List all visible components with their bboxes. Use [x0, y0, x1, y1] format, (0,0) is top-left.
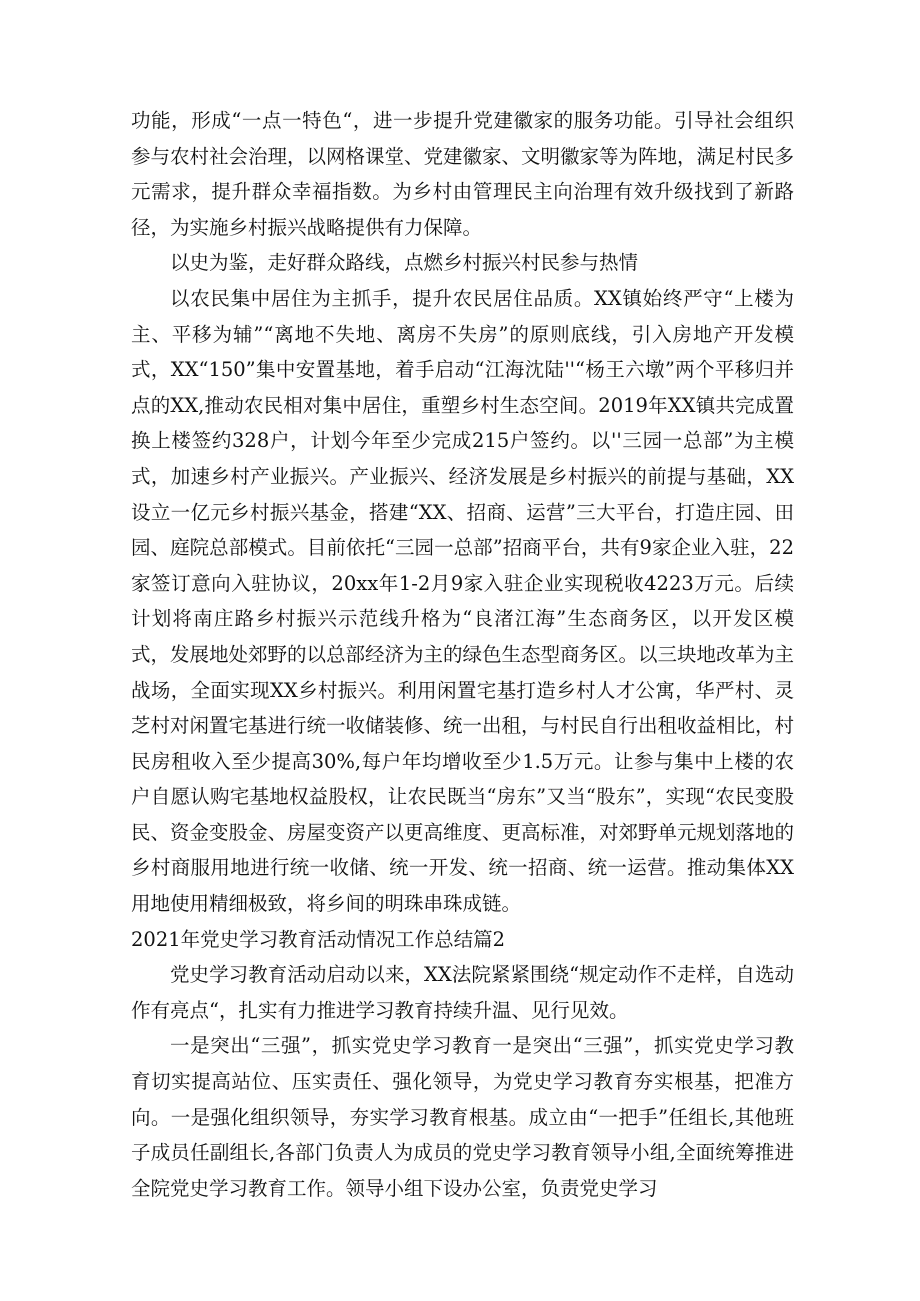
document-section-title: 2021年党史学习教育活动情况工作总结篇2 [131, 927, 506, 951]
paragraph-2: 以农民集中居住为主抓手，提升农民居住品质。XX镇始终严守“上楼为主、平移为辅”“离地不失地、离房不失房”的原则底线，引入房地产开发模式，XX“150”集中安置基地，着手启动“江海沈陆''“杨王六墩”两个平移归并点的XX,推动农民相对集中居住，重塑乡村生态空间。2019年XX镇共完成置换上楼签约328户，计划今年至少完成215户签约。以''三园一总部”为主模式，加速乡村产业振兴。产业振兴、经济发展是乡村振兴的前提与基础，XX设立一亿元乡村振兴基金，搭建“XX、招商、运营”三大平台，打造庄园、田园、庭院总部模式。目前依托“三园一总部”招商平台，共有9家企业入驻，22家签订意向入驻协议，20xx年1-2月9家入驻企业实现税收4223万元。后续计划将南庄路乡村振兴示范线升格为“良渚江海”生态商务区，以开发区模式，发展地处郊野的以总部经济为主的绿色生态型商务区。以三块地改革为主战场，全面实现XX乡村振兴。利用闲置宅基打造乡村人才公寓，华严村、灵芝村对闲置宅基进行统一收储装修、统一出租，与村民自行出租收益相比，村民房租收入至少提高30%,每户年均增收至少1.5万元。让参与集中上楼的农户自愿认购宅基地权益股权，让农民既当“房东”又当“股东”，实现“农民变股民、资金变股金、房屋变资产以更高维度、更高标准，对郊野单元规划落地的乡村商服用地进行统一收储、统一开发、统一招商、统一运营。推动集体XX用地使用精细极致，将乡间的明珠串珠成链。 [131, 286, 795, 916]
section-heading: 以史为鉴，走好群众路线，点燃乡村振兴村民参与热情 [170, 251, 639, 275]
paragraph-1: 功能，形成“一点一特色“，进一步提升党建徽家的服务功能。引导社会组织参与农村社会治理，以网格课堂、党建徽家、文明徽家等为阵地，满足村民多元需求，提升群众幸福指数。为乡村由管理民主向治理有效升级找到了新路径，为实施乡村振兴战略提供有力保障。 [131, 109, 795, 239]
paragraph-4: 一是突出“三强”，抓实党史学习教育一是突出“三强”，抓实党史学习教育切实提高站位、压实责任、强化领导，为党史学习教育夯实根基，把准方向。一是强化组织领导，夯实学习教育根基。成立由“一把手”任组长,其他班子成员任副组长,各部门负责人为成员的党史学习教育领导小组,全面统筹推进全院党史学习教育工作。领导小组下设办公室，负责党史学习 [131, 1034, 794, 1200]
paragraph-3: 党史学习教育活动启动以来，XX法院紧紧围绕“规定动作不走样，自选动作有亮点“，扎实有力推进学习教育持续升温、见行见效。 [131, 963, 794, 1022]
document-body [131, 103, 794, 1206]
